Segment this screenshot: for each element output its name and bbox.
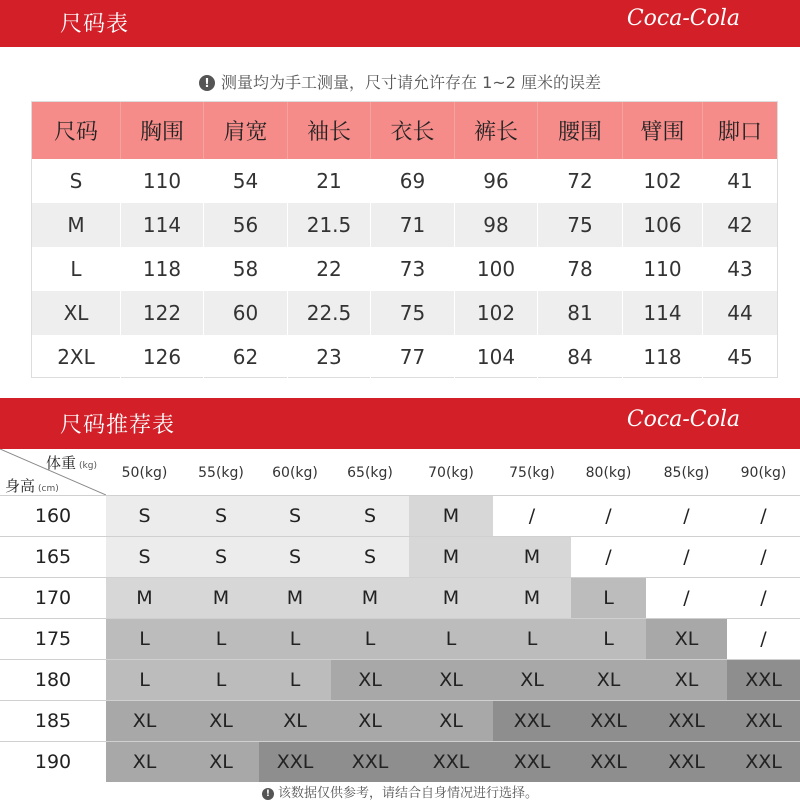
column-header: 胸围 [121,102,204,159]
recommendation-grid [0,495,800,782]
recommended-size-cell: XL [571,660,646,700]
size-recommendation-banner [0,398,800,449]
recommended-size-cell: XXL [493,701,571,741]
table-row [32,203,777,247]
table-cell: 22.5 [288,291,371,335]
recommended-size-cell: L [259,660,331,700]
table-cell: 54 [204,159,288,203]
table-cell: 114 [121,203,204,247]
height-label-text: 身高 [5,477,36,495]
recommended-size-cell: XL [646,660,727,700]
recommended-size-cell: S [183,537,259,577]
table-cell: 41 [727,169,753,193]
weight-label-text: 体重 [46,454,77,472]
recommended-size-cell: XXL [571,742,646,782]
weight-label [46,452,97,473]
recommended-size-cell: S [331,496,409,536]
recommended-size-cell: S [259,537,331,577]
table-cell: 98 [455,203,538,247]
recommendation-row [0,495,800,536]
recommended-size-cell: XXL [727,742,800,782]
table-cell: 58 [204,247,288,291]
recommended-size-cell: / [727,619,800,659]
measurement-note-text: 测量均为手工测量，尺寸请允许存在 1~2 厘米的误差 [221,73,601,92]
height-value: 185 [0,701,106,741]
recommended-size-cell: L [106,660,183,700]
table-cell: 73 [371,247,455,291]
table-cell: 126 [121,335,204,379]
column-header: 肩宽 [204,102,288,159]
table-cell: XL [32,291,121,335]
recommended-size-cell: M [409,496,493,536]
table-cell: 122 [121,291,204,335]
recommended-size-cell: L [571,619,646,659]
table-cell: 118 [623,335,703,379]
recommended-size-cell: S [331,537,409,577]
recommended-size-cell: XL [409,701,493,741]
recommended-size-cell: XXL [331,742,409,782]
recommendation-row [0,659,800,700]
recommended-size-cell: XXL [493,742,571,782]
recommendation-row [0,618,800,659]
recommended-size-cell: XXL [259,742,331,782]
size-recommendation-title: 尺码推荐表 [60,413,176,438]
recommended-size-cell: S [259,496,331,536]
recommendation-row [0,536,800,577]
recommended-size-cell: S [106,496,183,536]
weight-header: 60(kg) [272,465,318,481]
recommendation-row [0,577,800,618]
table-row [32,159,777,203]
recommended-size-cell: M [106,578,183,618]
reference-note-text: 该数据仅供参考，请结合自身情况进行选择。 [277,786,538,801]
table-cell: 42 [727,213,753,237]
recommended-size-cell: XXL [409,742,493,782]
recommended-size-cell: XL [409,660,493,700]
column-header: 脚口 [717,120,762,145]
size-chart-title: 尺码表 [60,12,130,37]
table-cell: 100 [455,247,538,291]
recommended-size-cell: XL [331,660,409,700]
recommended-size-cell: XL [106,742,183,782]
table-cell: 106 [623,203,703,247]
recommended-size-cell: / [727,578,800,618]
recommended-size-cell: / [646,537,727,577]
recommended-size-cell: / [571,496,646,536]
recommended-size-cell: XXL [727,660,800,700]
table-header-row [32,102,777,159]
table-cell: 81 [538,291,623,335]
weight-header: 75(kg) [509,465,555,481]
height-label [5,475,59,496]
table-cell: 77 [371,335,455,379]
recommended-size-cell: / [646,496,727,536]
table-cell: 56 [204,203,288,247]
recommended-size-cell: XL [106,701,183,741]
recommended-size-cell: L [493,619,571,659]
weight-header: 70(kg) [428,465,474,481]
recommended-size-cell: XXL [646,742,727,782]
table-cell: M [32,203,121,247]
table-cell: 72 [538,159,623,203]
table-cell: 104 [455,335,538,379]
measurement-note [0,70,800,93]
recommended-size-cell: L [571,578,646,618]
table-cell: 102 [455,291,538,335]
recommended-size-cell: / [571,537,646,577]
table-cell: 23 [288,335,371,379]
weight-header: 50(kg) [121,465,168,481]
size-chart-banner [0,0,800,47]
weight-header: 55(kg) [198,465,244,481]
table-cell: 84 [538,335,623,379]
column-header: 衣长 [371,102,455,159]
table-row [32,335,777,379]
coca-cola-logo: Coca-Cola [626,407,740,432]
recommended-size-cell: XL [183,742,259,782]
height-value: 180 [0,660,106,700]
recommendation-row [0,741,800,782]
table-cell: 110 [623,247,703,291]
recommendation-row [0,700,800,741]
reference-note [0,782,800,801]
table-cell: 78 [538,247,623,291]
table-cell: L [32,247,121,291]
recommended-size-cell: L [259,619,331,659]
table-cell: 62 [204,335,288,379]
table-row [32,291,777,335]
table-cell: 75 [371,291,455,335]
weight-header: 85(kg) [663,465,710,481]
recommended-size-cell: M [409,578,493,618]
recommended-size-cell: L [183,619,259,659]
recommended-size-cell: L [409,619,493,659]
table-row [32,247,777,291]
recommended-size-cell: M [331,578,409,618]
column-header: 袖长 [288,102,371,159]
recommended-size-cell: XXL [727,701,800,741]
table-cell: 60 [204,291,288,335]
recommended-size-cell: / [646,578,727,618]
table-cell: 69 [371,159,455,203]
recommended-size-cell: / [493,496,571,536]
weight-unit: (kg) [79,461,97,471]
table-cell: 71 [371,203,455,247]
column-header: 尺码 [32,102,121,159]
recommended-size-cell: XL [259,701,331,741]
table-cell: 110 [121,159,204,203]
recommended-size-cell: / [727,496,800,536]
coca-cola-logo: Coca-Cola [626,6,740,31]
recommended-size-cell: XL [646,619,727,659]
table-cell: 114 [623,291,703,335]
weight-header: 80(kg) [585,465,632,481]
recommended-size-cell: M [183,578,259,618]
recommended-size-cell: M [493,578,571,618]
table-cell: 43 [727,257,753,281]
recommended-size-cell: L [183,660,259,700]
warning-icon: ! [262,788,274,800]
recommended-size-cell: / [727,537,800,577]
height-value: 160 [0,496,106,536]
column-header: 臂围 [623,102,703,159]
recommended-size-cell: M [493,537,571,577]
height-value: 165 [0,537,106,577]
table-cell: 75 [538,203,623,247]
table-cell: 22 [288,247,371,291]
table-cell: 45 [727,345,753,369]
height-unit: (cm) [38,484,59,494]
recommended-size-cell: XL [493,660,571,700]
weight-header: 65(kg) [347,465,393,481]
height-value: 175 [0,619,106,659]
recommended-size-cell: XL [183,701,259,741]
recommended-size-cell: S [183,496,259,536]
size-table [31,101,778,378]
recommended-size-cell: M [409,537,493,577]
column-header: 腰围 [538,102,623,159]
table-corner-header [0,449,106,495]
recommended-size-cell: XXL [646,701,727,741]
table-cell: 21.5 [288,203,371,247]
recommended-size-cell: M [259,578,331,618]
recommended-size-cell: XXL [571,701,646,741]
height-value: 170 [0,578,106,618]
weight-header-row [106,462,800,492]
table-cell: 44 [727,301,753,325]
recommended-size-cell: S [106,537,183,577]
weight-header: 90(kg) [740,465,787,481]
table-cell: 21 [288,159,371,203]
table-cell: 2XL [32,335,121,379]
recommended-size-cell: L [331,619,409,659]
recommended-size-cell: XL [331,701,409,741]
recommended-size-cell: L [106,619,183,659]
table-cell: 118 [121,247,204,291]
table-cell: 96 [455,159,538,203]
warning-icon: ! [199,75,215,91]
table-cell: 102 [623,159,703,203]
height-value: 190 [0,742,106,782]
table-cell: S [32,159,121,203]
column-header: 裤长 [455,102,538,159]
